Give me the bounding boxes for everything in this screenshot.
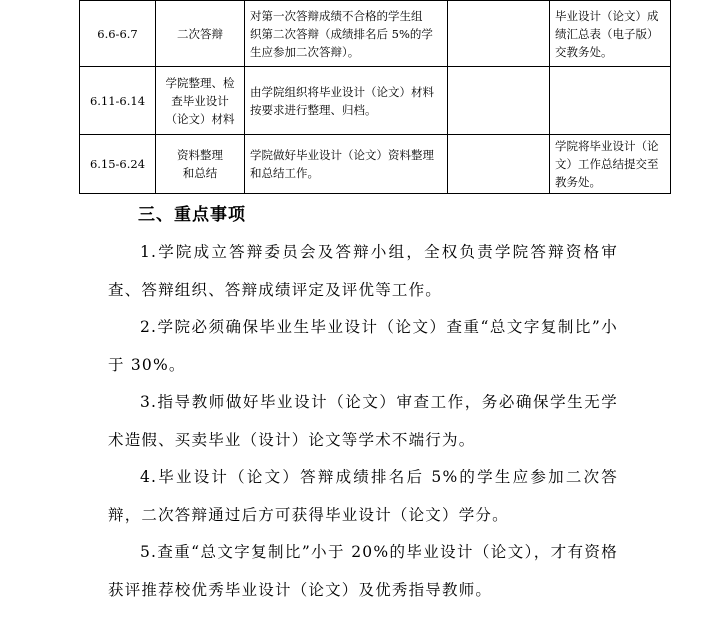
key-points-list [108,234,618,609]
cell-blank [448,1,550,67]
cell-description: 对第一次答辩成绩不合格的学生组 织第二次答辩（成绩排名后 5%的学 生应参加二次答辩）。 [245,1,448,67]
key-point-item: 4.毕业设计（论文）答辩成绩排名后 5%的学生应参加二次答辩，二次答辩通过后方可获得毕业设计（论文）学分。 [108,468,618,524]
cell-date: 6.6-6.7 [80,1,156,67]
cell-description: 由学院组织将毕业设计（论文）材料 按要求进行整理、归档。 [245,67,448,135]
cell-date: 6.11-6.14 [80,67,156,135]
schedule-table [79,0,671,194]
table-row [80,135,671,194]
key-point-item: 3.指导教师做好毕业设计（论文）审查工作，务必确保学生无学术造假、买卖毕业（设计）论文等学术不端行为。 [108,393,618,449]
table-row [80,1,671,67]
key-point-item: 1.学院成立答辩委员会及答辩小组，全权负责学院答辩资格审查、答辩组织、答辩成绩评定及评优等工作。 [108,243,618,299]
cell-blank [448,135,550,194]
cell-task: 学院整理、检 查毕业设计 （论文）材料 [156,67,245,135]
cell-date: 6.15-6.24 [80,135,156,194]
key-point-item: 5.查重“总文字复制比”小于 20%的毕业设计（论文），才有资格获评推荐校优秀毕业设计（论文）及优秀指导教师。 [108,543,618,599]
cell-deliverable [550,67,671,135]
cell-deliverable: 毕业设计（论文）成 绩汇总表（电子版） 交教务处。 [550,1,671,67]
section-heading: 三、重点事项 [138,205,246,225]
cell-blank [448,67,550,135]
cell-task: 二次答辩 [156,1,245,67]
cell-deliverable: 学院将毕业设计（论 文）工作总结提交至 教务处。 [550,135,671,194]
cell-task: 资料整理 和总结 [156,135,245,194]
table-row [80,67,671,135]
cell-description: 学院做好毕业设计（论文）资料整理 和总结工作。 [245,135,448,194]
key-point-item: 2.学院必须确保毕业生毕业设计（论文）查重“总文字复制比”小于 30%。 [108,318,618,374]
